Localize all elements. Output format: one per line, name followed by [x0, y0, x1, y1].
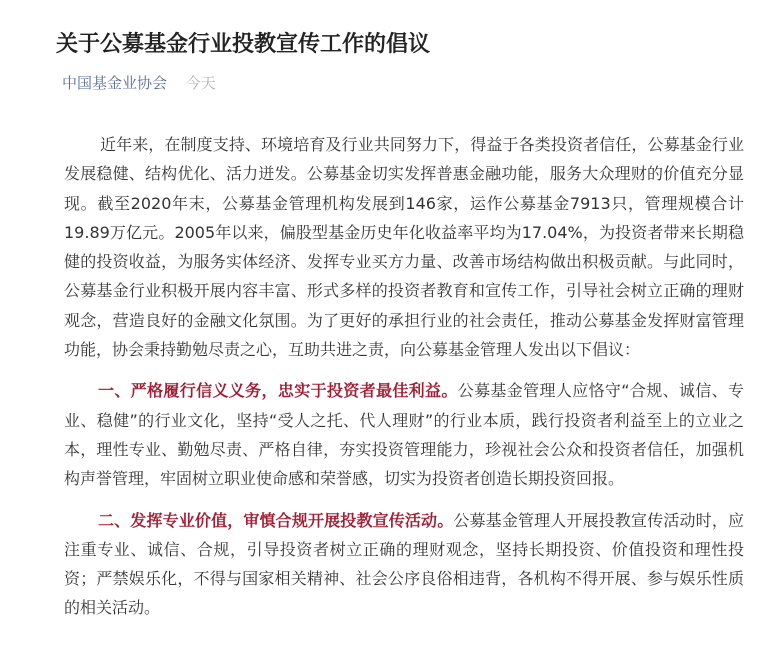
proposal-item-2-heading: 二、发挥专业价值，审慎合规开展投教宣传活动。 [98, 510, 454, 530]
article-title: 关于公募基金行业投教宣传工作的倡议 [56, 32, 431, 57]
article-body [64, 130, 744, 635]
publish-date: 今天 [185, 74, 216, 92]
proposal-item-2 [64, 506, 744, 623]
intro-paragraph: 近年来，在制度支持、环境培育及行业共同努力下，得益于各类投资者信任，公募基金行业发展稳健、结构优化、活力迸发。公募基金切实发挥普惠金融功能，服务大众理财的价值充分显现。截至2020年末，公募基金管理机构发展到146家，运作公募基金7913只，管理规模合计19.89万亿元。2005年以来，偏股型基金历史年化收益率平均为17.04%，为投资者带来长期稳健的投资收益，为服务实体经济、发挥专业买方力量、改善市场结构做出积极贡献。与此同时，公募基金行业积极开展内容丰富、形式多样的投资者教育和宣传工作，引导社会树立正确的理财观念，营造良好的金融文化氛围。为了更好的承担行业的社会责任，推动公募基金发挥财富管理功能，协会秉持勤勉尽责之心，互助共进之责，向公募基金管理人发出以下倡议： [64, 135, 744, 360]
proposal-item-1 [64, 376, 744, 493]
article-meta [62, 73, 216, 93]
proposal-item-2-text: 公募基金管理人开展投教宣传活动时，应注重专业、诚信、合规，引导投资者树立正确的理财观念，坚持长期投资、价值投资和理性投资；严禁娱乐化，不得与国家相关精神、社会公序良俗相违背，各机构不得开展、参与娱乐性质的相关活动。 [64, 510, 744, 618]
proposal-item-1-heading: 一、严格履行信义义务，忠实于投资者最佳利益。 [98, 381, 458, 401]
proposal-item-1-text: 公募基金管理人应恪守“合规、诚信、专业、稳健”的行业文化，坚持“受人之托、代人理财”的行业本质，践行投资者利益至上的立业之本，理性专业、勤勉尽责、严格自律，夯实投资管理能力，珍视社会公众和投资者信任，加强机构声誉管理，牢固树立职业使命感和荣誉感，切实为投资者创造长期投资回报。 [64, 381, 744, 489]
author-link[interactable]: 中国基金业协会 [62, 74, 168, 92]
